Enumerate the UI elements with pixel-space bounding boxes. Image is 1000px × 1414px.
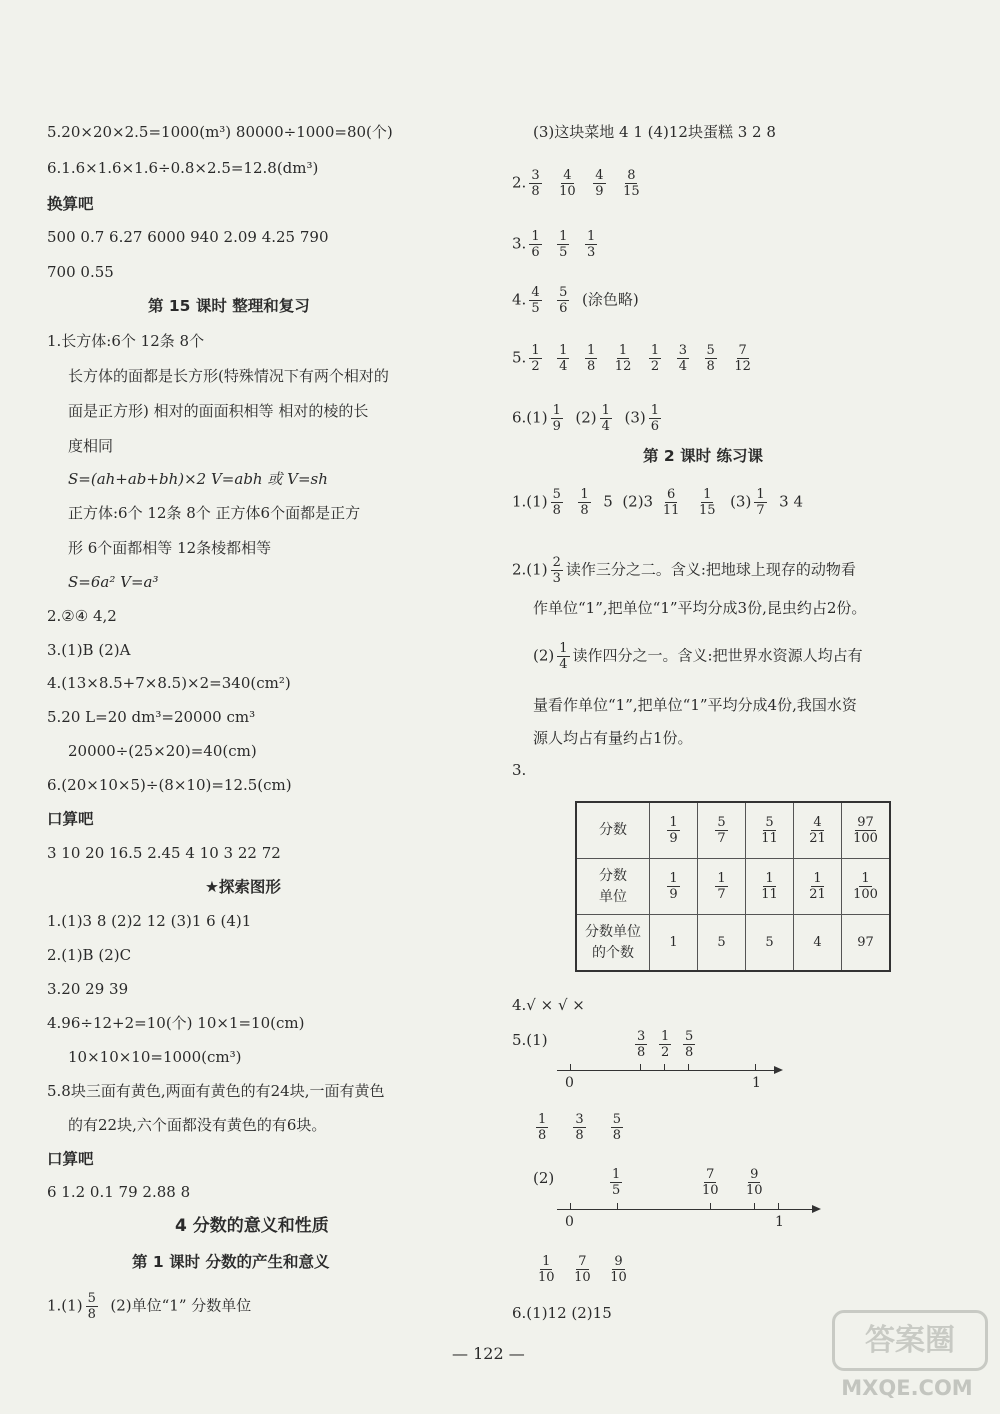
fraction: $\frac{1}{4}$	[559, 641, 568, 672]
practice-q6: 6.(1)12 (2)15	[512, 1304, 612, 1322]
page-number: — 122 —	[452, 1344, 525, 1363]
fraction: $\frac{4}{10}$	[559, 168, 576, 199]
fraction: $\frac{4}{5}$	[531, 285, 540, 316]
text: 读作四分之一。含义:把世界水资源人均占有	[572, 646, 863, 665]
axis2-tick-9-10	[754, 1203, 755, 1210]
axis-arrow-icon	[812, 1205, 821, 1213]
fraction: $\frac{3}{8}$	[531, 168, 540, 199]
table-cell: $\frac{5}{7}$	[698, 802, 746, 859]
answer: 5	[603, 492, 613, 511]
kousuan-answers: 3 10 20 16.5 2.45 4 10 3 22 72	[47, 844, 281, 862]
fraction: $\frac{1}{4}$	[601, 403, 610, 434]
axis2-tick-7-10	[710, 1203, 711, 1210]
table-cell: $\frac{4}{21}$	[794, 802, 842, 859]
explore-q5-line-a: 5.8块三面有黄色,两面有黄色的有24块,一面有黄色	[47, 1082, 385, 1100]
q1-line-a: 1.长方体:6个 12条 8个	[47, 332, 205, 350]
q1-line-f: 正方体:6个 12条 8个 正方体6个面都是正方	[68, 504, 361, 522]
q5-line-a: 5.20 L=20 dm³=20000 cm³	[47, 708, 256, 726]
practice-q2-line-d: 量看作单位“1”,把单位“1”平均分成4份,我国水资	[533, 696, 857, 714]
answer: 3 4	[779, 492, 804, 511]
axis1-answers	[533, 1112, 626, 1143]
axis1-label-1-2: $\frac{1}{2}$	[661, 1029, 670, 1060]
number-line-1	[557, 1070, 775, 1071]
practice-q5-1-number: 5.(1)	[512, 1031, 548, 1049]
practice-q3-number: 3.	[512, 761, 527, 779]
axis1-tick-1	[755, 1064, 756, 1071]
practice-q1	[512, 487, 803, 518]
number-line-2	[557, 1209, 813, 1210]
line-5: 5.20×20×2.5=1000(m³) 80000÷1000=80(个)	[47, 123, 393, 141]
sub-number: (2)3	[622, 492, 654, 511]
huansuan-answers-2: 700 0.55	[47, 263, 114, 281]
axis1-label-5-8: $\frac{5}{8}$	[685, 1029, 694, 1060]
section-heading-kousuan: 口算吧	[47, 810, 94, 828]
table-cell: $\frac{1}{9}$	[650, 859, 698, 915]
watermark	[832, 1310, 982, 1402]
fraction: $\frac{1}{7}$	[756, 487, 765, 518]
sub-number: (2)	[533, 646, 555, 665]
q1-line-e: S=(ah+ab+bh)×2 V=abh 或 V=sh	[68, 470, 328, 488]
right-q4	[512, 285, 639, 316]
text: 读作三分之二。含义:把地球上现存的动物看	[565, 560, 856, 579]
practice-q5-2-number: (2)	[533, 1169, 555, 1187]
lesson-1-heading: 第 1 课时 分数的产生和意义	[132, 1253, 330, 1271]
q-number: 2.(1)	[512, 560, 548, 579]
table-cell: $\frac{1}{100}$	[842, 859, 891, 915]
axis2-tick-0	[570, 1203, 571, 1210]
table-cell: 1	[650, 915, 698, 972]
sub-number: (2)	[575, 408, 597, 427]
right-q5	[512, 343, 756, 374]
fraction: $\frac{7}{12}$	[734, 343, 751, 374]
table-cell: 5	[746, 915, 794, 972]
q-number: 1.(1)	[512, 492, 548, 511]
axis1-tick-3-8	[640, 1064, 641, 1071]
table-cell: 5	[698, 915, 746, 972]
fraction: $\frac{1}{12}$	[614, 343, 632, 374]
fraction: $\frac{1}{4}$	[559, 343, 568, 374]
q1-line-c: 面是正方形) 相对的面面积相等 相对的棱的长	[68, 402, 369, 420]
fraction: $\frac{9}{10}$	[610, 1254, 627, 1285]
axis2-tick-1-5	[617, 1203, 618, 1210]
fraction: $\frac{3}{8}$	[575, 1112, 584, 1143]
table-cell: 97	[842, 915, 891, 972]
fraction: $\frac{1}{3}$	[586, 229, 596, 260]
fraction: $\frac{1}{10}$	[538, 1254, 555, 1285]
axis2-zero-label: 0	[565, 1214, 574, 1230]
q1-line-g: 形 6个面都相等 12条棱都相等	[68, 539, 272, 557]
axis2-one-label: 1	[775, 1214, 784, 1230]
q-number: 4.	[512, 290, 527, 309]
axis-arrow-icon	[774, 1066, 783, 1074]
fraction: $\frac{1}{8}$	[580, 487, 589, 518]
kousuan-answers-2: 6 1.2 0.1 79 2.88 8	[47, 1183, 191, 1201]
fraction: $\frac{5}{8}$	[552, 487, 561, 518]
sub-number: (3)	[730, 492, 752, 511]
fraction: $\frac{1}{8}$	[538, 1112, 547, 1143]
fraction: $\frac{5}{6}$	[559, 285, 568, 316]
right-line-0: (3)这块菜地 4 1 (4)12块蛋糕 3 2 8	[533, 123, 776, 141]
practice-q2-line-e: 源人均占有量约占1份。	[533, 729, 693, 747]
fraction: $\frac{6}{11}$	[662, 487, 680, 518]
fraction: $\frac{1}{9}$	[552, 403, 561, 434]
explore-q5-line-b: 的有22块,六个面都没有黄色的有6块。	[68, 1116, 327, 1134]
axis2-answers	[533, 1254, 632, 1285]
right-q2	[512, 168, 645, 199]
fraction: $\frac{1}{2}$	[531, 343, 540, 374]
huansuan-answers-1: 500 0.7 6.27 6000 940 2.09 4.25 790	[47, 228, 329, 246]
axis2-tick-1	[778, 1203, 779, 1210]
table-cell: $\frac{5}{11}$	[746, 802, 794, 859]
q-number: 3.	[512, 234, 527, 253]
section-heading-kousuan-2: 口算吧	[47, 1150, 94, 1168]
explore-heading: ★探索图形	[205, 878, 281, 896]
fraction: $\frac{8}{15}$	[623, 168, 640, 199]
fraction: $\frac{1}{8}$	[586, 343, 596, 374]
fraction: $\frac{4}{9}$	[595, 168, 604, 199]
table-cell: 4	[794, 915, 842, 972]
axis1-tick-0	[570, 1064, 571, 1071]
fraction: $\frac{1}{2}$	[650, 343, 660, 374]
axis2-label-1-5: $\frac{1}{5}$	[612, 1167, 621, 1198]
table-cell: $\frac{1}{11}$	[746, 859, 794, 915]
explore-q4-line-b: 10×10×10=1000(cm³)	[68, 1048, 242, 1066]
table-cell: $\frac{1}{7}$	[698, 859, 746, 915]
q5-line-b: 20000÷(25×20)=40(cm)	[68, 742, 257, 760]
right-q3	[512, 229, 600, 260]
explore-q3: 3.20 29 39	[47, 980, 129, 998]
q3: 3.(1)B (2)A	[47, 641, 131, 659]
practice-q4: 4.√ × √ ×	[512, 996, 585, 1014]
table-cell: $\frac{1}{9}$	[650, 802, 698, 859]
shading-note: (涂色略)	[581, 290, 639, 309]
c1-rest: (2)单位“1” 分数单位	[110, 1296, 252, 1315]
q-number: 5.	[512, 348, 527, 367]
lesson-2-heading: 第 2 课时 练习课	[643, 447, 763, 465]
watermark-logo: 答案圈	[832, 1310, 988, 1371]
axis1-tick-5-8	[688, 1064, 689, 1071]
q1-line-d: 度相同	[68, 437, 114, 455]
axis1-zero-label: 0	[565, 1075, 574, 1091]
q-number: 6.(1)	[512, 408, 548, 427]
right-q6	[512, 403, 664, 434]
axis1-one-label: 1	[752, 1075, 761, 1091]
q1-line-h: S=6a² V=a³	[68, 573, 159, 591]
practice-q2-line-a	[512, 555, 856, 586]
fraction: $\frac{1}{15}$	[698, 487, 716, 518]
explore-q1: 1.(1)3 8 (2)2 12 (3)1 6 (4)1	[47, 912, 252, 930]
c1-prefix: 1.(1)	[47, 1296, 83, 1315]
fraction: $\frac{7}{10}$	[574, 1254, 591, 1285]
explore-q2: 2.(1)B (2)C	[47, 946, 132, 964]
table-row	[576, 915, 890, 972]
q1-line-b: 长方体的面都是长方形(特殊情况下有两个相对的	[68, 367, 389, 385]
lesson-15-heading: 第 15 课时 整理和复习	[148, 297, 310, 315]
section-heading-huansuan: 换算吧	[47, 195, 94, 213]
fraction: $\frac{1}{5}$	[559, 229, 568, 260]
q4: 4.(13×8.5+7×8.5)×2=340(cm²)	[47, 674, 291, 692]
fraction: $\frac{1}{6}$	[650, 403, 659, 434]
fraction: $\frac{5}{8}$	[612, 1112, 621, 1143]
c1-line	[47, 1291, 251, 1322]
watermark-url: MXQE.COM	[841, 1376, 973, 1400]
axis1-tick-1-2	[664, 1064, 665, 1071]
practice-q2-line-b: 作单位“1”,把单位“1”平均分成3份,昆虫约占2份。	[533, 599, 867, 617]
q6: 6.(20×10×5)÷(8×10)=12.5(cm)	[47, 776, 292, 794]
line-6: 6.1.6×1.6×1.6÷0.8×2.5=12.8(dm³)	[47, 159, 319, 177]
axis2-label-7-10: $\frac{7}{10}$	[702, 1167, 719, 1198]
q2: 2.②④ 4,2	[47, 607, 117, 625]
chapter-heading: 4 分数的意义和性质	[175, 1216, 329, 1236]
q-number: 2.	[512, 173, 527, 192]
fraction: $\frac{5}{8}$	[87, 1291, 96, 1322]
sub-number: (3)	[624, 408, 646, 427]
axis2-label-9-10: $\frac{9}{10}$	[746, 1167, 763, 1198]
axis1-label-3-8: $\frac{3}{8}$	[637, 1029, 646, 1060]
fraction: $\frac{1}{6}$	[531, 229, 540, 260]
fraction: $\frac{2}{3}$	[552, 555, 561, 586]
practice-q2-line-c	[533, 641, 863, 672]
fraction-table	[575, 801, 891, 972]
table-cell: $\frac{97}{100}$	[842, 802, 891, 859]
table-cell: $\frac{1}{21}$	[794, 859, 842, 915]
table-row	[576, 802, 890, 859]
row-label: 分数 单位	[576, 859, 650, 915]
row-label: 分数	[576, 802, 650, 859]
fraction: $\frac{5}{8}$	[706, 343, 715, 374]
table-row	[576, 859, 890, 915]
row-label: 分数单位 的个数	[576, 915, 650, 972]
explore-q4-line-a: 4.96÷12+2=10(个) 10×1=10(cm)	[47, 1014, 305, 1032]
fraction: $\frac{3}{4}$	[678, 343, 687, 374]
